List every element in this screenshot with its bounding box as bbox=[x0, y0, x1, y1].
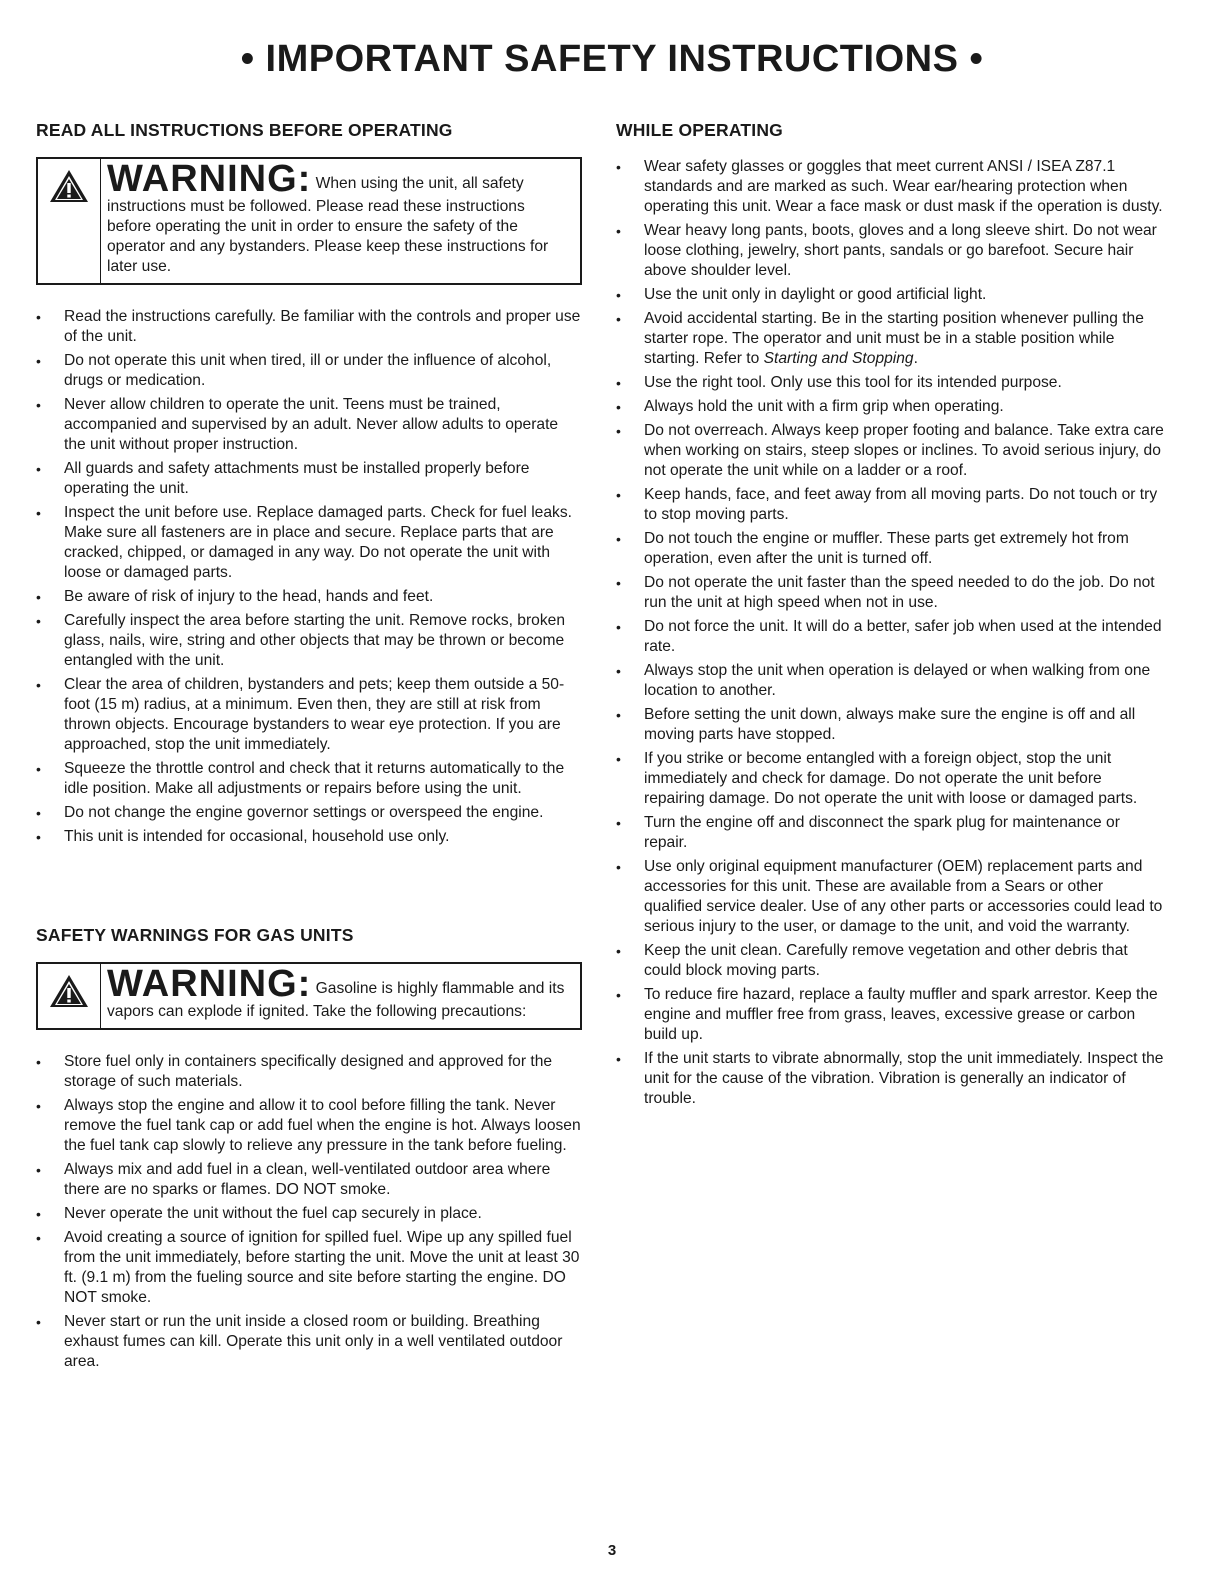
warning-box-general bbox=[36, 157, 582, 285]
warning-message: When using the unit, all safety instructions must be followed. Please read these instructions before operating the unit in order to ensure the safety of the operator and any bystanders. Please keep these instructions for later use. bbox=[107, 175, 549, 275]
warning-text-gasoline bbox=[101, 964, 580, 1028]
operating-safety-list bbox=[616, 157, 1164, 1109]
warning-signal-word: WARNING: bbox=[107, 158, 312, 200]
list-item: • Always hold the unit with a firm grip when operating. bbox=[616, 397, 1164, 417]
list-item: • All guards and safety attachments must be installed properly before operating the unit. bbox=[36, 459, 582, 499]
list-item: • Always mix and add fuel in a clean, well-ventilated outdoor area where there are no sparks or flames. DO NOT smoke. bbox=[36, 1160, 582, 1200]
list-item: • Carefully inspect the area before starting the unit. Remove rocks, broken glass, nails, wire, string and other objects that may be thrown or become entangled with the unit. bbox=[36, 611, 582, 671]
warning-triangle-icon bbox=[49, 169, 89, 203]
list-item-text: . bbox=[913, 350, 918, 367]
list-item: • Inspect the unit before use. Replace damaged parts. Check for fuel leaks. Make sure all fasteners are in place and secure. Replace parts that are cracked, chipped, or damaged in any way. Do not operate the unit with loose or damaged parts. bbox=[36, 503, 582, 583]
section-heading-read-all: READ ALL INSTRUCTIONS BEFORE OPERATING bbox=[36, 120, 453, 140]
warning-text-general bbox=[101, 159, 580, 283]
right-column bbox=[616, 120, 1164, 1113]
warning-message: Gasoline is highly flammable and its vapors can explode if ignited. Take the following precautions: bbox=[107, 980, 565, 1020]
list-item: • Avoid creating a source of ignition for spilled fuel. Wipe up any spilled fuel from the unit immediately, before starting the unit. Move the unit at least 30 ft. (9.1 m) from the fueling source and site before starting the engine. DO NOT smoke. bbox=[36, 1228, 582, 1308]
list-item: • Never operate the unit without the fuel cap securely in place. bbox=[36, 1204, 582, 1224]
warning-triangle-icon bbox=[49, 974, 89, 1008]
list-item: • Wear safety glasses or goggles that meet current ANSI / ISEA Z87.1 standards and are marked as such. Wear ear/hearing protection when operating this unit. Wear a face mask or dust mask if the operation is dusty. bbox=[616, 157, 1164, 217]
list-item: • Keep hands, face, and feet away from all moving parts. Do not touch or try to stop moving parts. bbox=[616, 485, 1164, 525]
list-item: • To reduce fire hazard, replace a faulty muffler and spark arrestor. Keep the engine and muffler free from grass, leaves, excessive grease or carbon build up. bbox=[616, 985, 1164, 1045]
warning-signal-word: WARNING: bbox=[107, 963, 312, 1005]
list-item: • If you strike or become entangled with a foreign object, stop the unit immediately and check for damage. Do not operate the unit before repairing damage. Do not operate the unit with loose or damaged parts. bbox=[616, 749, 1164, 809]
gas-safety-list bbox=[36, 1052, 582, 1372]
section-heading-while-operating: WHILE OPERATING bbox=[616, 120, 783, 140]
general-safety-list bbox=[36, 307, 582, 847]
list-item: • This unit is intended for occasional, household use only. bbox=[36, 827, 582, 847]
list-item: • Do not overreach. Always keep proper footing and balance. Take extra care when working on stairs, steep slopes or inclines. To avoid serious injury, do not operate the unit while on a ladder or a roof. bbox=[616, 421, 1164, 481]
list-item: • If the unit starts to vibrate abnormally, stop the unit immediately. Inspect the unit for the cause of the vibration. Vibration is generally an indicator of trouble. bbox=[616, 1049, 1164, 1109]
section-heading-gas-units: SAFETY WARNINGS FOR GAS UNITS bbox=[36, 925, 354, 945]
list-item: • Turn the engine off and disconnect the spark plug for maintenance or repair. bbox=[616, 813, 1164, 853]
list-item: • Store fuel only in containers specifically designed and approved for the storage of such materials. bbox=[36, 1052, 582, 1092]
warning-icon-cell bbox=[38, 159, 101, 283]
list-item: • Do not operate the unit faster than the speed needed to do the job. Do not run the unit at high speed when not in use. bbox=[616, 573, 1164, 613]
section-reference: Starting and Stopping bbox=[763, 350, 914, 367]
list-item: • Use the unit only in daylight or good artificial light. bbox=[616, 285, 1164, 305]
list-item: • Do not touch the engine or muffler. These parts get extremely hot from operation, even after the unit is turned off. bbox=[616, 529, 1164, 569]
list-item: • Use only original equipment manufacturer (OEM) replacement parts and accessories for this unit. These are available from a Sears or other qualified service dealer. Use of any other parts or accessories could lead to serious injury to the user, or damage to the unit, and void the warranty. bbox=[616, 857, 1164, 937]
list-item bbox=[616, 309, 1164, 369]
list-item: • Keep the unit clean. Carefully remove vegetation and other debris that could block moving parts. bbox=[616, 941, 1164, 981]
warning-box-gasoline bbox=[36, 962, 582, 1030]
list-item: • Never allow children to operate the unit. Teens must be trained, accompanied and supervised by an adult. Never allow adults to operate the unit without proper instruction. bbox=[36, 395, 582, 455]
list-item: • Use the right tool. Only use this tool for its intended purpose. bbox=[616, 373, 1164, 393]
left-column bbox=[36, 120, 582, 1376]
list-item: • Always stop the engine and allow it to cool before filling the tank. Never remove the fuel tank cap or add fuel when the engine is hot. Always loosen the fuel tank cap slowly to relieve any pressure in the tank before fueling. bbox=[36, 1096, 582, 1156]
list-item: • Read the instructions carefully. Be familiar with the controls and proper use of the unit. bbox=[36, 307, 582, 347]
page-title: • IMPORTANT SAFETY INSTRUCTIONS • bbox=[240, 38, 984, 80]
list-item: • Do not force the unit. It will do a better, safer job when used at the intended rate. bbox=[616, 617, 1164, 657]
list-item: • Always stop the unit when operation is delayed or when walking from one location to another. bbox=[616, 661, 1164, 701]
page-number: 3 bbox=[607, 1542, 617, 1559]
warning-icon-cell bbox=[38, 964, 101, 1028]
list-item: • Never start or run the unit inside a closed room or building. Breathing exhaust fumes can kill. Operate this unit only in a well ventilated outdoor area. bbox=[36, 1312, 582, 1372]
list-item: • Clear the area of children, bystanders and pets; keep them outside a 50-foot (15 m) radius, at a minimum. Even then, they are still at risk from thrown objects. Encourage bystanders to wear eye protection. If you are approached, stop the unit immediately. bbox=[36, 675, 582, 755]
list-item: • Do not operate this unit when tired, ill or under the influence of alcohol, drugs or medication. bbox=[36, 351, 582, 391]
list-item-text: Avoid accidental starting. Be in the starting position whenever pulling the starter rope. The operator and unit must be in a stable position while starting. Refer to bbox=[644, 310, 1144, 367]
list-item: • Do not change the engine governor settings or overspeed the engine. bbox=[36, 803, 582, 823]
list-item: • Squeeze the throttle control and check that it returns automatically to the idle position. Make all adjustments or repairs before using the unit. bbox=[36, 759, 582, 799]
list-item: • Wear heavy long pants, boots, gloves and a long sleeve shirt. Do not wear loose clothing, jewelry, short pants, sandals or go barefoot. Secure hair above shoulder level. bbox=[616, 221, 1164, 281]
list-item: • Before setting the unit down, always make sure the engine is off and all moving parts have stopped. bbox=[616, 705, 1164, 745]
list-item: • Be aware of risk of injury to the head, hands and feet. bbox=[36, 587, 582, 607]
